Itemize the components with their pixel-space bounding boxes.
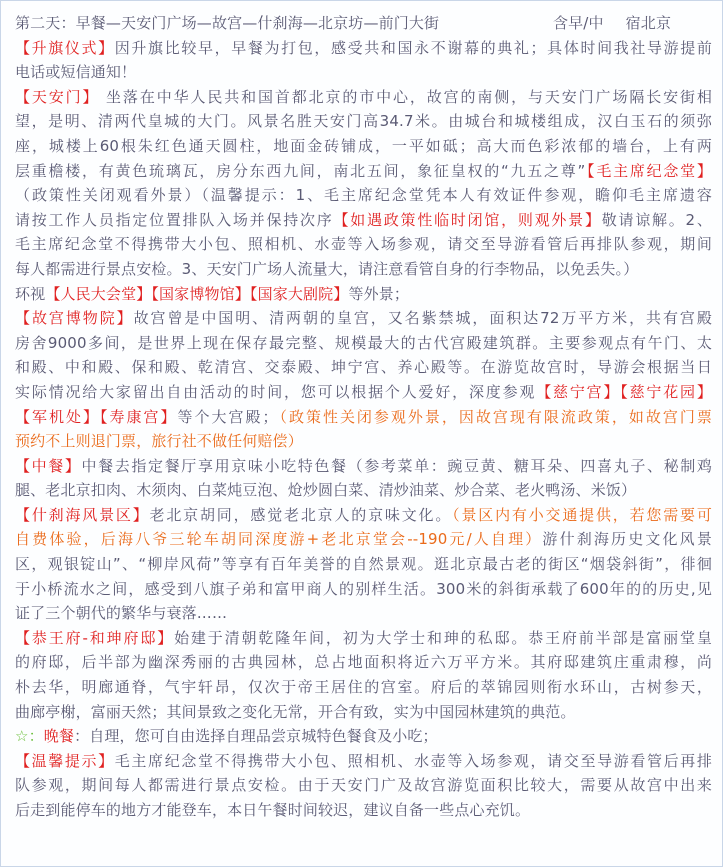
text-line — [15, 183, 712, 208]
body-text: 腿、老北京扣肉、木须肉、白菜炖豆泡、炝炒圆白菜、清炒油菜、炒合菜、老火鸭汤、米饭） — [15, 481, 637, 500]
body-text: 朴去华，明廊通脊，气宇轩昂，仅次于帝王居住的宫室。府后的萃锦园则衔水环山，古树参天， — [15, 678, 712, 697]
highlight-label: 【中餐】 — [15, 456, 82, 475]
text-line — [15, 429, 712, 454]
text-line — [15, 675, 712, 700]
notice-text: 自费体验，后海八爷三轮车胡同深度游+老北京堂会--190元/人自理） — [15, 530, 543, 549]
text-line — [15, 626, 712, 651]
body-text: 座，城楼上60根朱红色通天圆柱，地面金砖铺成，一平如砥；高大而色彩浓郁的墙台，上有两 — [15, 136, 712, 155]
body-text: 环视 — [15, 284, 46, 303]
body-text: 游什刹海历史文化风景 — [542, 530, 712, 549]
text-line — [15, 650, 712, 675]
text-line — [15, 454, 712, 479]
text-line — [15, 60, 712, 85]
body-text: 于小桥流水之间，感受到八旗子弟和富甲商人的别样生活。300米的斜街承载了600年的的历史,见 — [15, 579, 712, 598]
body-text: 望，是明、清两代皇城的大门。风景名胜天安门高34.7米。由城台和城楼组成，汉白玉石的须弥 — [15, 112, 712, 131]
body-text: 中餐去指定餐厅享用京味小吃特色餐（参考菜单：豌豆黄、糖耳朵、四喜丸子、秘制鸡 — [81, 456, 712, 475]
highlight-label: 【慈宁宫】【慈宁花园】 — [536, 382, 713, 401]
body-text: ：自理，您可自由选择自理品尝京城特色餐食及小吃； — [74, 727, 438, 746]
text-line — [15, 601, 712, 626]
text-line — [15, 257, 712, 282]
body-text: 等个大宫殿； — [177, 407, 278, 426]
notice-text: 预约不上则退门票，旅行社不做任何赔偿） — [15, 432, 303, 451]
text-line — [15, 85, 712, 110]
text-line — [15, 306, 712, 331]
lodging-info: 宿北京 — [625, 14, 672, 32]
body-text: 因升旗比较早，早餐为打包，感受共和国永不谢幕的典礼；具体时间我社导游提前 — [114, 38, 713, 57]
text-line — [15, 405, 712, 430]
day-route: 第二天：早餐—天安门广场—故宫—什刹海—北京坊—前门大街 — [15, 14, 440, 32]
highlight-label: 【如遇政策性临时闭馆，则观外景】 — [333, 210, 602, 229]
body-text: 毛主席纪念堂不得携带大小包、照相机、水壶等入场参观，请交至导游看管后再排队参观，期间 — [15, 235, 712, 254]
body-text: 证了三个朝代的繁华与衰落…… — [15, 604, 228, 623]
text-line — [15, 478, 712, 503]
body-text: 区，观银锭山”、“柳岸风荷”等享有百年美誉的自然景观。逛北京最古老的街区“烟袋斜街”，徘徊 — [15, 555, 712, 574]
highlight-label: 【军机处】【寿康宫】 — [15, 407, 178, 426]
text-line — [15, 355, 712, 380]
text-line — [15, 503, 712, 528]
body-text: 请按工作人员指定位置排队入场并保持次序 — [15, 210, 334, 229]
text-line — [15, 380, 712, 405]
highlight-label: 【什刹海风景区】 — [15, 505, 150, 524]
star-icon: ☆： — [15, 727, 44, 746]
body-text: 层重檐楼，有黄色琉璃瓦，房分东西九间，南北五间，象征皇权的“九五之尊” — [15, 161, 586, 180]
body-text: 始建于清朝乾隆年间，初为大学士和珅的私邸。恭王府前半部是富丽堂皇 — [174, 628, 712, 647]
text-line — [15, 109, 712, 134]
body-text: 的府邸，后半部为幽深秀丽的古典园林，总占地面积将近六万平方米。其府邸建筑庄重肃穆，尚 — [15, 653, 712, 672]
text-line — [15, 232, 712, 257]
body-text: 老北京胡同，感觉老北京人的京味文化。 — [149, 505, 453, 524]
text-line — [15, 36, 712, 61]
highlight-label: 【人民大会堂】【国家博物馆】【国家大剧院】 — [45, 284, 349, 303]
text-line — [15, 577, 712, 602]
text-line — [15, 159, 712, 184]
notice-text: （政策性关闭参观外景，因故宫现有限流政策，如故宫门票 — [277, 407, 712, 426]
text-line — [15, 773, 712, 798]
text-line — [15, 134, 712, 159]
day-header — [15, 11, 712, 36]
highlight-label: 晚餐 — [43, 727, 75, 746]
body-text: 和殿、中和殿、保和殿、乾清宫、交泰殿、坤宁宫、养心殿等。在游览故宫时，导游会根据当日 — [15, 358, 712, 377]
meals-info: 含早/中 — [553, 14, 604, 32]
text-line — [15, 700, 712, 725]
highlight-label: 【温馨提示】 — [15, 751, 115, 770]
highlight-label: 【故宫博物院】 — [15, 309, 134, 328]
body-text: 每人都需进行景点安检。3、天安门广场人流量大，请注意看管自身的行李物品，以免丢失。） — [15, 259, 639, 278]
text-line — [15, 331, 712, 356]
body-text: 后走到能停车的地方才能登车，本日午餐时间较迟，建议自备一些点心充饥。 — [15, 801, 531, 819]
text-line — [15, 282, 712, 307]
day-meta — [553, 11, 671, 36]
text-line — [15, 552, 712, 577]
body-text: （政策性关闭观看外景）（温馨提示：1、毛主席纪念堂凭本人有效证件参观，瞻仰毛主席遗容 — [15, 186, 712, 205]
text-line — [15, 798, 712, 823]
body-text: 故宫曾是中国明、清两朝的皇宫，又名紫禁城，面积达72万平方米，共有宫殿 — [133, 309, 712, 328]
body-text: 敬请谅解。2、 — [601, 210, 712, 229]
body-text: 实际情况给大家留出自由活动的时间，您可以根据个人爱好，深度参观 — [15, 382, 537, 401]
highlight-label: 【升旗仪式】 — [15, 38, 115, 57]
text-line — [15, 724, 712, 749]
text-line — [15, 208, 712, 233]
notice-text: （景区内有小交通提供，若您需要可 — [452, 505, 713, 524]
highlight-label: 【恭王府-和珅府邸】 — [15, 628, 175, 647]
highlight-label: 【天安门】 — [15, 87, 100, 106]
body-text: 队参观，期间每人都需进行景点安检。由于天安门广及故宫游览面积比较大，需要从故宫中出来 — [15, 776, 712, 795]
body-text: 曲廊亭榭，富丽天然；其间景致之变化无常，开合有致，实为中国园林建筑的典范。 — [15, 702, 576, 721]
body-text: 等外景； — [348, 284, 410, 303]
body-text: 电话或短信通知！ — [15, 63, 137, 82]
body-text: 毛主席纪念堂不得携带大小包、照相机、水壶等入场参观，请交至导游看管后再排 — [114, 751, 713, 770]
text-line — [15, 527, 712, 552]
text-line — [15, 749, 712, 774]
body-text: 房舍9000多间，是世界上现在保存最完整、规模最大的古代宫殿建筑群。主要参观点有午门、太 — [15, 333, 712, 352]
body-text: 坐落在中华人民共和国首都北京的市中心，故宫的南侧，与天安门广场隔长安街相 — [99, 87, 712, 106]
itinerary-content — [15, 11, 712, 823]
highlight-label: 【毛主席纪念堂】 — [585, 161, 713, 180]
